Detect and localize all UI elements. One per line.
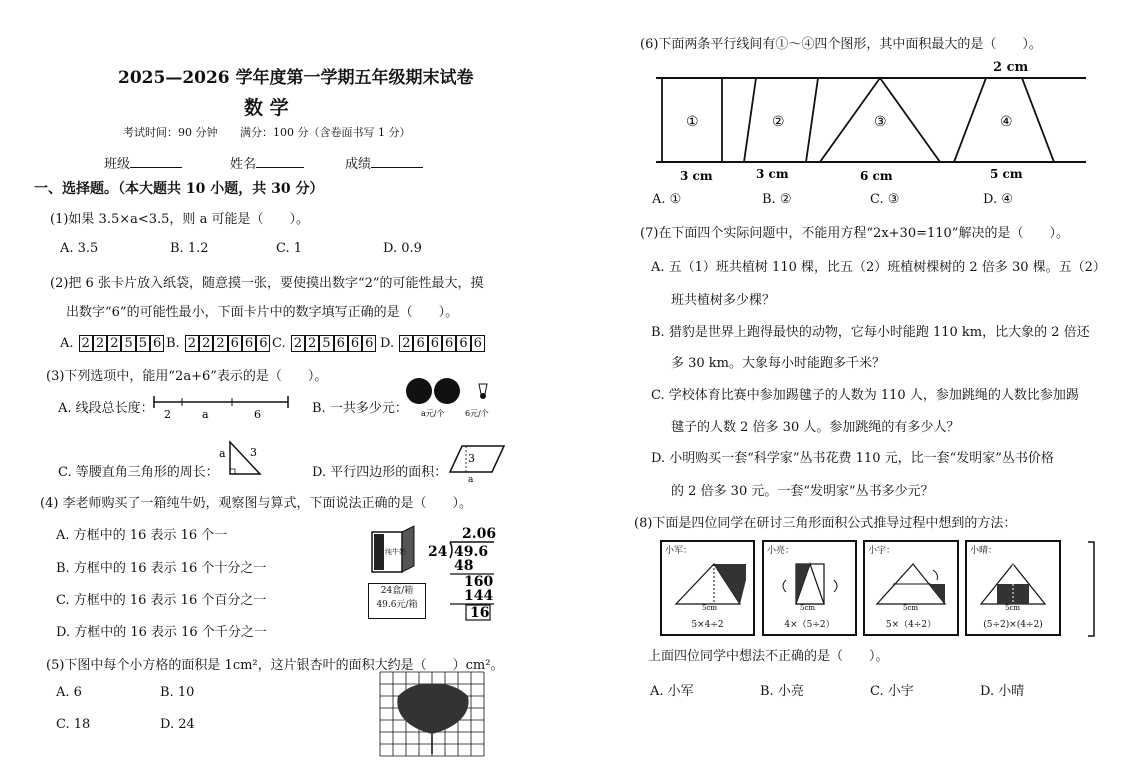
section-title: 一、选择题。（本大题共 10 小题，共 30 分） <box>34 181 324 197</box>
q8-option-a[interactable]: A. 小军 <box>650 684 694 699</box>
ball-price: a元/个 <box>421 409 445 418</box>
q5-option-c[interactable]: C. 18 <box>56 717 91 732</box>
div-divisor: 24 <box>428 544 448 560</box>
q2-a-label: A. <box>60 336 74 351</box>
q5-option-b[interactable]: B. 10 <box>160 685 195 700</box>
shape-3-base: 6 cm <box>860 169 893 183</box>
q8-option-c[interactable]: C. 小宇 <box>870 684 914 699</box>
milk-box-label: 纯牛奶 <box>385 548 406 556</box>
div-quotient: 2.06 <box>462 526 497 542</box>
panel-2-name: 小亮： <box>767 546 795 556</box>
q8-panel-2 <box>762 540 857 636</box>
shape-4-base: 5 cm <box>990 167 1023 181</box>
q2-b-cards: 2 2 2 6 6 6 <box>185 332 271 351</box>
panel-1-formula: 5×4÷2 <box>691 620 724 630</box>
panel-2-base: 5cm <box>800 604 816 610</box>
q2-a-cards: 2 2 2 5 5 6 <box>79 332 165 351</box>
panel-4-formula: (5÷2)×(4÷2) <box>983 620 1043 630</box>
q6-option-c[interactable]: C. ③ <box>870 192 900 207</box>
q3-seg-label-a: a <box>202 408 209 421</box>
q7-d-line2: 的 2 倍多 30 元。一套“发明家”丛书多少元？ <box>671 484 934 499</box>
q3-segment-diagram <box>152 392 292 422</box>
q4-option-d[interactable]: D. 方框中的 16 表示 16 个千分之一 <box>56 625 267 640</box>
grade-field[interactable] <box>345 153 423 172</box>
q7-a-line1: A. 五（1）班共植树 110 棵，比五（2）班植树棵树的 2 倍多 30 棵。五（2） <box>651 260 1106 275</box>
q2-option-d[interactable] <box>380 332 485 352</box>
q8-panel-4 <box>965 540 1061 636</box>
panel-3-base: 5cm <box>903 604 919 610</box>
parallelogram-height: 3 <box>468 452 475 465</box>
exam-score: 满分：100 分（含卷面书写 1 分） <box>240 126 411 139</box>
q8-stem: (8)下面是四位同学在研讨三角形面积公式推导过程中想到的方法： <box>634 516 1017 531</box>
q7-c-line1: C. 学校体育比赛中参加踢毽子的人数为 110 人，参加跳绳的人数比参加踢 <box>651 388 1079 403</box>
exam-time: 考试时间：90 分钟 <box>123 126 218 139</box>
panel-3-name: 小宇： <box>868 546 896 556</box>
q6-parallel-lines-figure <box>650 74 1090 186</box>
panel-3-formula: 5×（4÷2） <box>885 620 937 630</box>
shape-4-label: ④ <box>1000 114 1013 130</box>
q7-option-c[interactable] <box>651 384 1079 403</box>
q3-option-a[interactable]: A. 线段总长度： <box>58 401 154 416</box>
q2-b-label: B. <box>166 336 180 351</box>
milk-box-price: 49.6元/箱 <box>376 600 418 610</box>
milk-box-picture <box>366 524 426 576</box>
q4-stem: (4) 李老师购买了一箱纯牛奶，观察图与算式，下面说法正确的是（ ）。 <box>40 496 473 511</box>
q1-option-d[interactable]: D. 0.9 <box>383 241 422 256</box>
q7-option-b[interactable] <box>651 321 1090 340</box>
exam-title: 2025—2026 学年度第一学期五年级期末试卷 <box>118 68 474 88</box>
q7-option-a[interactable] <box>651 256 1106 275</box>
q3-option-b[interactable]: B. 一共多少元： <box>312 401 408 416</box>
ball-icon <box>434 378 460 404</box>
name-field[interactable] <box>230 153 304 172</box>
grade-label: 成绩 <box>345 157 372 172</box>
q8-panel-1 <box>660 540 755 636</box>
ginkgo-leaf-grid <box>378 670 488 758</box>
q3-option-d[interactable]: D. 平行四边形的面积： <box>312 465 448 480</box>
q4-option-a[interactable]: A. 方框中的 16 表示 16 个一 <box>56 528 228 543</box>
q2-option-b[interactable] <box>166 332 270 352</box>
panel-1-name: 小军： <box>665 546 693 556</box>
q1-option-a[interactable]: A. 3.5 <box>60 241 99 256</box>
div-row2: 160 <box>464 574 494 590</box>
q2-option-a[interactable] <box>60 332 164 352</box>
q7-d-line1: D. 小明购买一套“科学家”丛书花费 110 元，比一套“发明家”丛书价格 <box>651 451 1054 466</box>
div-row3: 144 <box>464 588 494 604</box>
q6-option-d[interactable]: D. ④ <box>983 192 1013 207</box>
panel-4-name: 小晴： <box>970 546 998 556</box>
q6-option-a[interactable]: A. ① <box>652 192 682 207</box>
q6-stem: (6)下面两条平行线间有①～④四个图形，其中面积最大的是（ ）。 <box>640 37 1042 52</box>
q5-stem: (5)下图中每个小方格的面积是 1cm²，这片银杏叶的面积大约是（ ）cm²。 <box>46 658 504 673</box>
panel-4-base: 5cm <box>1005 604 1021 610</box>
q6-option-b[interactable]: B. ② <box>762 192 792 207</box>
q2-option-c[interactable] <box>272 332 376 352</box>
q2-c-label: C. <box>272 336 286 351</box>
q3-seg-label-2: 2 <box>164 408 171 421</box>
q3-stem: (3)下列选项中，能用“2a+6”表示的是（ ）。 <box>46 369 328 384</box>
q8-question: 上面四位同学中想法不正确的是（ ）。 <box>648 649 889 664</box>
q4-option-b[interactable]: B. 方框中的 16 表示 16 个十分之一 <box>56 561 267 576</box>
q6-top-dim: 2 cm <box>993 60 1029 75</box>
panel-2-formula: 4×（5÷2） <box>784 620 835 630</box>
q8-option-b[interactable]: B. 小亮 <box>760 684 804 699</box>
div-dividend: 49.6 <box>454 544 489 560</box>
subject-title: 数 学 <box>244 97 289 119</box>
ball-icon <box>406 378 432 404</box>
q2-stem-line2: 出数字“6”的可能性最小，下面卡片中的数字填写正确的是（ ）。 <box>66 305 459 320</box>
q3-seg-label-6: 6 <box>254 408 261 421</box>
q2-c-cards: 2 2 5 6 6 6 <box>291 332 377 351</box>
q7-stem: (7)在下面四个实际问题中，不能用方程“2x+30=110”解决的是（ ）。 <box>640 226 1069 241</box>
div-row1: 48 <box>454 558 474 574</box>
q1-option-c[interactable]: C. 1 <box>276 241 303 256</box>
long-division <box>426 524 506 624</box>
triangle-side-3: 3 <box>250 446 257 459</box>
shape-3-label: ③ <box>874 114 887 130</box>
class-field[interactable] <box>104 153 182 172</box>
q2-d-label: D. <box>380 336 395 351</box>
q2-d-cards: 2 6 6 6 6 6 <box>399 332 485 351</box>
q3-parallelogram-diagram <box>448 442 508 482</box>
shuttle-price: 6元/个 <box>465 409 489 418</box>
q7-option-d[interactable] <box>651 447 1054 466</box>
q7-a-line2: 班共植树多少棵？ <box>671 293 776 308</box>
shape-1-base: 3 cm <box>680 169 713 183</box>
q1-stem: (1)如果 3.5×a<3.5，则 a 可能是（ ）。 <box>50 212 309 227</box>
q3-option-c[interactable]: C. 等腰直角三角形的周长： <box>58 465 219 480</box>
q3-balls-diagram <box>405 376 500 421</box>
shape-1-label: ① <box>686 114 699 130</box>
q8-panel-3 <box>863 540 959 636</box>
q4-option-c[interactable]: C. 方框中的 16 表示 16 个百分之一 <box>56 593 267 608</box>
shuttlecock-icon <box>479 384 487 394</box>
name-label: 姓名 <box>230 157 257 172</box>
right-bracket <box>1086 540 1098 638</box>
q3-triangle-diagram <box>216 440 266 478</box>
q7-c-line2: 毽子的人数 2 倍多 30 人。参加跳绳的有多少人？ <box>671 420 960 435</box>
q8-option-d[interactable]: D. 小晴 <box>980 684 1025 699</box>
shape-2-base: 3 cm <box>756 167 789 181</box>
q5-option-a[interactable]: A. 6 <box>56 685 82 700</box>
class-label: 班级 <box>104 157 131 172</box>
q1-option-b[interactable]: B. 1.2 <box>170 241 209 256</box>
div-row4-boxed: 16 <box>470 605 490 621</box>
q7-b-line2: 多 30 km。大象每小时能跑多千米？ <box>671 356 886 371</box>
q7-b-line1: B. 猎豹是世界上跑得最快的动物，它每小时能跑 110 km，比大象的 2 倍还 <box>651 325 1090 340</box>
milk-price-box <box>368 583 426 619</box>
triangle-side-a: a <box>219 447 226 460</box>
parallelogram-base: a <box>468 475 474 482</box>
panel-1-base: 5cm <box>702 604 718 610</box>
q5-option-d[interactable]: D. 24 <box>160 717 195 732</box>
q2-stem-line1: (2)把 6 张卡片放入纸袋，随意摸一张，要使摸出数字“2”的可能性最大，摸 <box>50 276 484 291</box>
shape-2-label: ② <box>772 114 785 130</box>
milk-box-count: 24盒/箱 <box>380 586 414 596</box>
